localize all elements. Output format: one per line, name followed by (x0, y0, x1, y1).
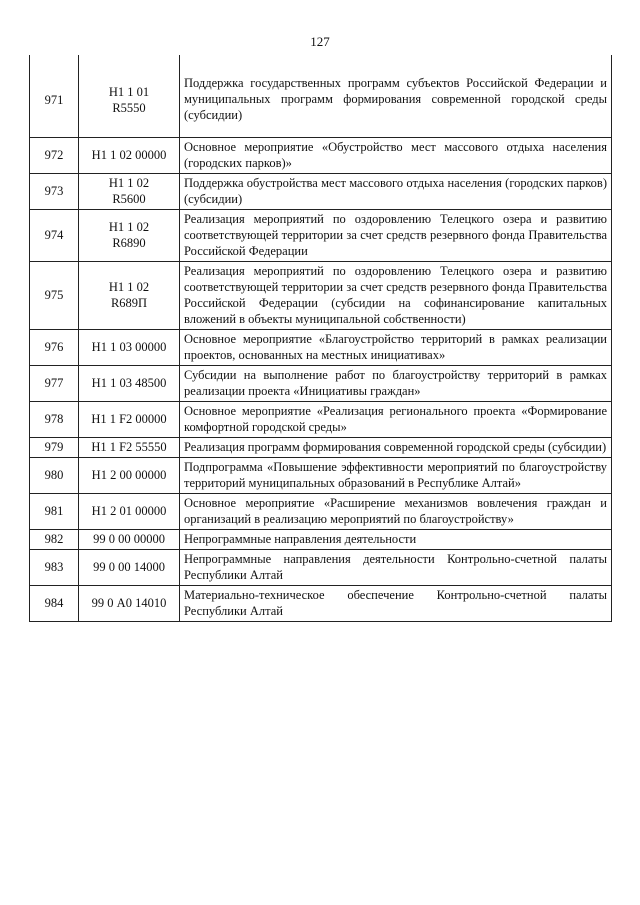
row-description: Реализация программ формирования современной городской среды (субсидии) (180, 437, 612, 457)
row-number: 974 (30, 209, 79, 261)
target-code: Н1 1 02 R5600 (79, 173, 180, 209)
row-description: Основное мероприятие «Обустройство мест массового отдыха населения (городских парков)» (180, 137, 612, 173)
row-description: Непрограммные направления деятельности (180, 529, 612, 549)
target-code: Н1 1 F2 55550 (79, 437, 180, 457)
target-code: Н1 1 02 R689П (79, 261, 180, 329)
target-code: 99 0 00 00000 (79, 529, 180, 549)
budget-classification-table (29, 55, 612, 622)
target-code: Н1 1 01 R5550 (79, 55, 180, 137)
table-row (30, 261, 612, 329)
table-row (30, 365, 612, 401)
target-code: Н1 1 F2 00000 (79, 401, 180, 437)
row-description: Основное мероприятие «Расширение механизмов вовлечения граждан и организаций в реализацию мероприятий по благоустройству» (180, 493, 612, 529)
row-number: 972 (30, 137, 79, 173)
target-code: Н1 1 02 00000 (79, 137, 180, 173)
table-row (30, 457, 612, 493)
row-number: 975 (30, 261, 79, 329)
row-description: Субсидии на выполнение работ по благоустройству территорий в рамках реализации проекта «Инициативы граждан» (180, 365, 612, 401)
row-number: 977 (30, 365, 79, 401)
row-number: 979 (30, 437, 79, 457)
target-code: Н1 2 01 00000 (79, 493, 180, 529)
target-code: 99 0 00 14000 (79, 549, 180, 585)
row-number: 983 (30, 549, 79, 585)
row-number: 973 (30, 173, 79, 209)
row-description: Подпрограмма «Повышение эффективности мероприятий по благоустройству территорий муниципальных образований в Республике Алтай» (180, 457, 612, 493)
row-number: 984 (30, 585, 79, 621)
row-description: Основное мероприятие «Благоустройство территорий в рамках реализации проектов, основанных на местных инициативах» (180, 329, 612, 365)
table-row (30, 55, 612, 137)
row-description: Реализация мероприятий по оздоровлению Телецкого озера и развитию соответствующей территории за счет средств резервного фонда Правительства Российской Федерации (180, 209, 612, 261)
table-row (30, 549, 612, 585)
row-description: Основное мероприятие «Реализация регионального проекта «Формирование комфортной городской среды» (180, 401, 612, 437)
row-description: Непрограммные направления деятельности Контрольно-счетной палаты Республики Алтай (180, 549, 612, 585)
row-number: 976 (30, 329, 79, 365)
table-row (30, 585, 612, 621)
row-description: Поддержка государственных программ субъектов Российской Федерации и муниципальных программ формирования современной городской среды (субсидии) (180, 55, 612, 137)
table-row (30, 437, 612, 457)
row-description: Реализация мероприятий по оздоровлению Телецкого озера и развитию соответствующей территории за счет средств резервного фонда Правительства Российской Федерации (субсидии на софинансирование капитальных вложений в объекты муниципальной собственности) (180, 261, 612, 329)
table-row (30, 493, 612, 529)
table-row (30, 173, 612, 209)
row-number: 978 (30, 401, 79, 437)
row-number: 982 (30, 529, 79, 549)
table-row (30, 329, 612, 365)
target-code: Н1 1 02 R6890 (79, 209, 180, 261)
table-row (30, 401, 612, 437)
table-row (30, 529, 612, 549)
row-number: 971 (30, 55, 79, 137)
row-number: 980 (30, 457, 79, 493)
row-description: Материально-техническое обеспечение Контрольно-счетной палаты Республики Алтай (180, 585, 612, 621)
row-description: Поддержка обустройства мест массового отдыха населения (городских парков) (субсидии) (180, 173, 612, 209)
table-row (30, 209, 612, 261)
table-row (30, 137, 612, 173)
target-code: Н1 1 03 48500 (79, 365, 180, 401)
target-code: Н1 2 00 00000 (79, 457, 180, 493)
row-number: 981 (30, 493, 79, 529)
target-code: Н1 1 03 00000 (79, 329, 180, 365)
target-code: 99 0 А0 14010 (79, 585, 180, 621)
page-number: 127 (310, 34, 330, 49)
